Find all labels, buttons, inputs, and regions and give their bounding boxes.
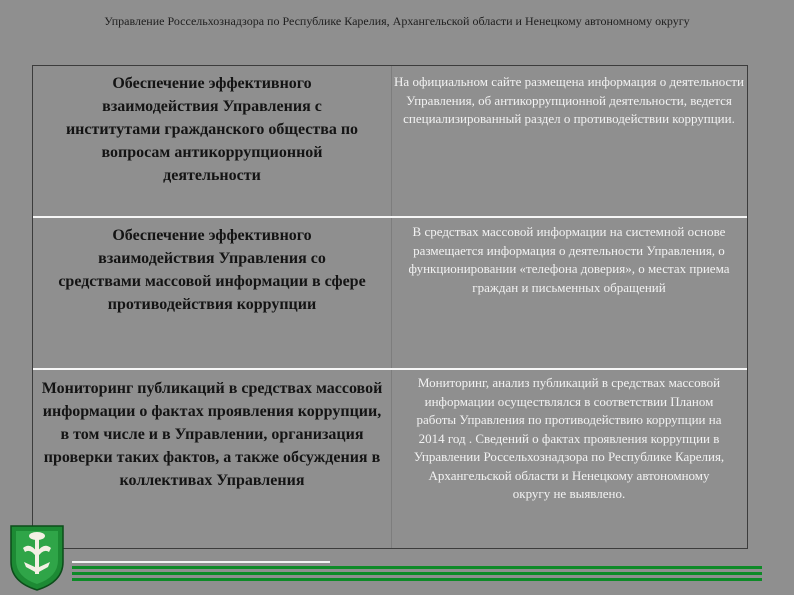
stripe-green: [72, 572, 762, 575]
table-cell-task-1: Обеспечение эффективного взаимодействия Управления с институтами гражданского общества по вопросам антикоррупционной деятельности: [65, 75, 359, 184]
table-cell-result-1: На официальном сайте размещена информация о деятельности Управления, об антикоррупционной деятельности, ведется специализированный раздел о противодействии коррупции.: [394, 74, 744, 126]
content-table: [32, 65, 748, 549]
row-divider: [33, 216, 747, 218]
table-cell-result-3: Мониторинг, анализ публикаций в средствах массовой информации осуществлялся в соответствии Планом работы Управления по противодействию коррупции на 2014 год . Сведений о фактах проявления коррупции в Управлении Россельхознадзора по Республике Карелия, Архангельской области и Ненецкому автономному округу не выявлено.: [413, 375, 725, 501]
stripe-green: [72, 578, 762, 581]
stripe-light: [72, 561, 330, 563]
stripe-green: [72, 566, 762, 569]
row-divider: [33, 368, 747, 370]
table-cell-task-2: Обеспечение эффективного взаимодействия Управления со средствами массовой информации в сфере противодействия коррупции: [58, 227, 366, 313]
table-cell-task-3: Мониторинг публикаций в средствах массовой информации о фактах проявления коррупции, в том числе и в Управлении, организация проверки таких фактов, а также обсуждения в коллективах Управления: [41, 380, 383, 489]
coat-of-arms-icon: [8, 522, 66, 592]
table-cell-result-2: В средствах массовой информации на системной основе размещается информация о деятельности Управления, о функционировании «телефона доверия», о местах приема граждан и письменных обращений: [408, 224, 730, 295]
page-header: Управление Россельхознадзора по Республике Карелия, Архангельской области и Ненецкому автономному округу: [104, 14, 690, 28]
